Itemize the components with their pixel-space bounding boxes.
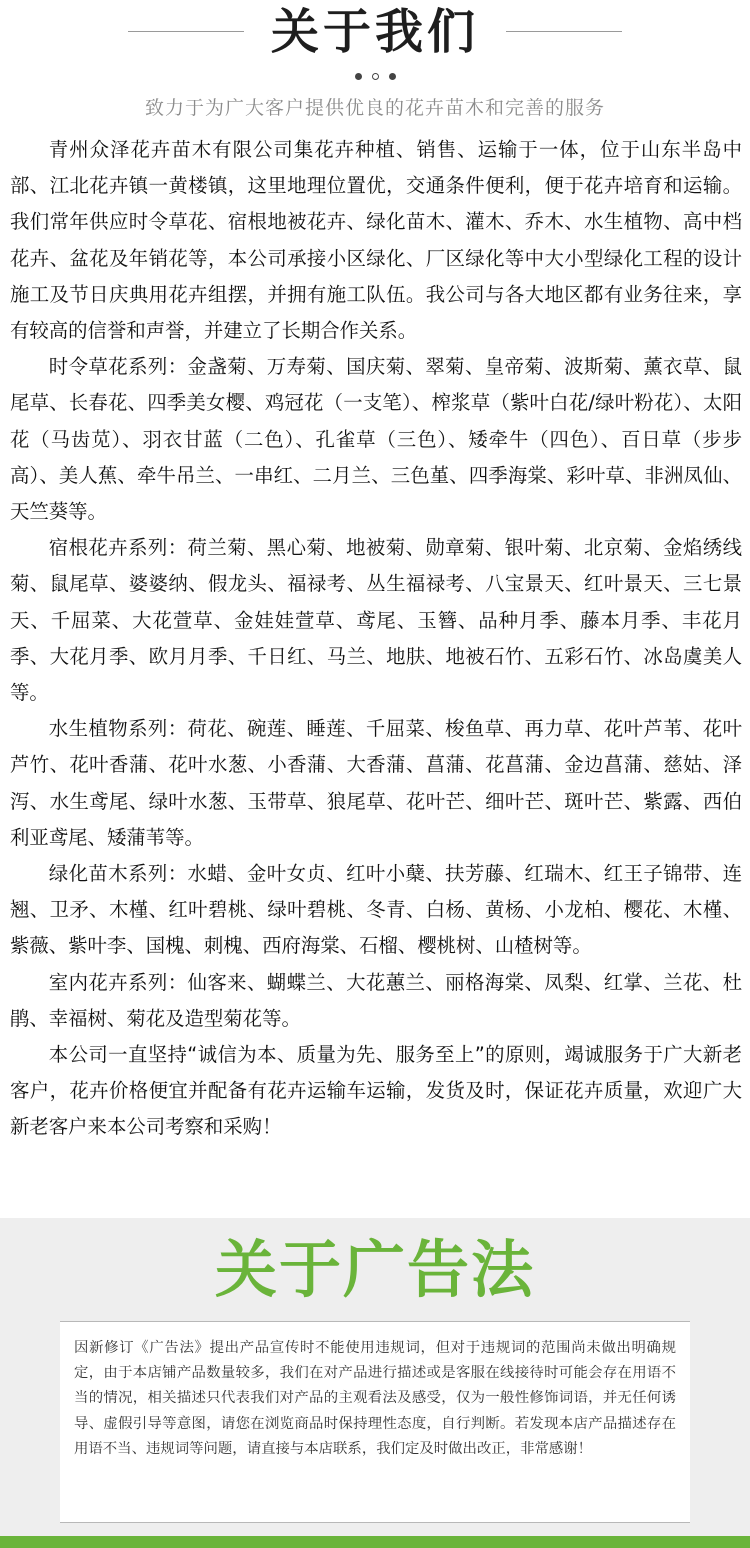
ad-law-notice-text: 因新修订《广告法》提出产品宣传时不能使用违规词，但对于违规词的范围尚未做出明确规定，由于本店铺产品数量较多，我们在对产品进行描述或是客服在线接待时可能会存在用语不当的情况，相关描述只代表我们对产品的主观看法及感受，仅为一般性修饰词语，并无任何诱导、虚假引导等意图，请您在浏览商品时保持理性态度，自行判断。若发现本店产品描述存在用语不当、违规词等问题，请直接与本店联系，我们定及时做出改正，非常感谢！ xyxy=(74,1340,676,1457)
about-us-title: 关于我们 xyxy=(270,4,479,60)
decorative-dots xyxy=(0,73,750,80)
ad-law-title: 关于广告法 xyxy=(214,1233,535,1306)
intro-paragraph-greening-seedlings: 绿化苗木系列：水蜡、金叶女贞、红叶小蘖、扶芳藤、红瑞木、红王子锦带、连翘、卫矛、木槿、红叶碧桃、绿叶碧桃、冬青、白杨、黄杨、小龙柏、樱花、木槿、紫薇、紫叶李、国槐、刺槐、西府海棠、石榴、樱桃树、山楂树等。 xyxy=(10,862,742,958)
company-introduction xyxy=(10,132,742,1146)
about-title-row xyxy=(0,0,750,70)
intro-paragraph-seasonal-flowers: 时令草花系列：金盏菊、万寿菊、国庆菊、翠菊、皇帝菊、波斯菊、薰衣草、鼠尾草、长春花、四季美女樱、鸡冠花（一支笔）、榨浆草（紫叶白花/绿叶粉花）、太阳花（马齿苋）、羽衣甘蓝（二色）、孔雀草（三色）、矮牵牛（四色）、百日草（步步高）、美人蕉、牵牛吊兰、一串红、二月兰、三色堇、四季海棠、彩叶草、非洲凤仙、天竺葵等。 xyxy=(10,355,742,524)
ad-law-notice-box xyxy=(60,1321,690,1523)
dot-icon xyxy=(389,73,396,80)
dot-icon xyxy=(355,73,362,80)
intro-paragraph-perennials: 宿根花卉系列：荷兰菊、黑心菊、地被菊、勋章菊、银叶菊、北京菊、金焰绣线菊、鼠尾草、婆婆纳、假龙头、福禄考、丛生福禄考、八宝景天、红叶景天、三七景天、千屈菜、大花萱草、金娃娃萱草、鸢尾、玉簪、品种月季、藤本月季、丰花月季、大花月季、欧月月季、千日红、马兰、地肤、地被石竹、五彩石竹、冰岛虞美人等。 xyxy=(10,536,742,705)
intro-paragraph-indoor-flowers: 室内花卉系列：仙客来、蝴蝶兰、大花蕙兰、丽格海棠、凤梨、红掌、兰花、杜鹃、幸福树、菊花及造型菊花等。 xyxy=(10,970,742,1030)
about-us-subtitle: 致力于为广大客户提供优良的花卉苗木和完善的服务 xyxy=(144,97,605,119)
dot-outline-icon xyxy=(372,73,379,80)
intro-paragraph-company: 青州众泽花卉苗木有限公司集花卉种植、销售、运输于一体，位于山东半岛中部、江北花卉镇一黄楼镇，这里地理位置优，交通条件便利，便于花卉培育和运输。我们常年供应时令草花、宿根地被花卉、绿化苗木、灌木、乔木、水生植物、高中档花卉、盆花及年销花等，本公司承接小区绿化、厂区绿化等中大小型绿化工程的设计施工及节日庆典用花卉组摆，并拥有施工队伍。我公司与各大地区都有业务往来，享有较高的信誉和声誉，并建立了长期合作关系。 xyxy=(10,138,742,343)
intro-paragraph-aquatic-plants: 水生植物系列：荷花、碗莲、睡莲、千屈菜、梭鱼草、再力草、花叶芦苇、花叶芦竹、花叶香蒲、花叶水葱、小香蒲、大香蒲、菖蒲、花菖蒲、金边菖蒲、慈姑、泽泻、水生鸢尾、绿叶水葱、玉带草、狼尾草、花叶芒、细叶芒、斑叶芒、紫露、西伯利亚鸢尾、矮蒲苇等。 xyxy=(10,717,742,849)
bottom-accent-bar xyxy=(0,1536,750,1548)
intro-paragraph-service-principle: 本公司一直坚持“诚信为本、质量为先、服务至上”的原则，竭诚服务于广大新老客户，花卉价格便宜并配备有花卉运输车运输，发货及时，保证花卉质量，欢迎广大新老客户来本公司考察和采购！ xyxy=(10,1043,742,1139)
